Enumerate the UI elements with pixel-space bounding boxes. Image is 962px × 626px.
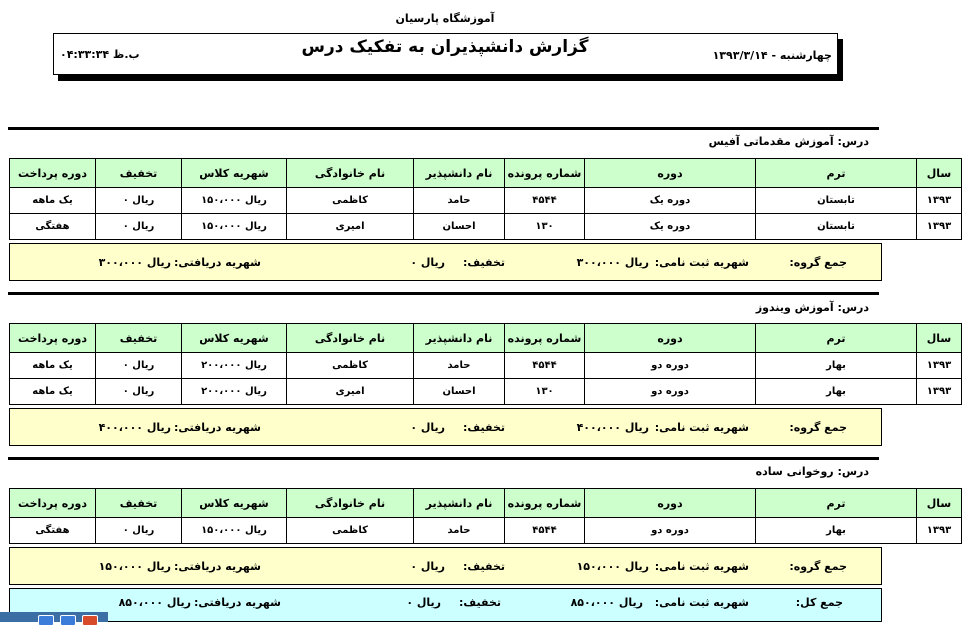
column-header: سال <box>917 159 962 188</box>
table-cell: بهار <box>756 353 917 379</box>
course-title: درس: آموزش ویندوز <box>755 301 869 314</box>
received-fee-label: شهریه دریافتی: <box>173 560 261 573</box>
column-header: ترم <box>756 489 917 518</box>
column-header: شماره پرونده <box>505 159 585 188</box>
table-cell: ۱۳۰ <box>505 379 585 405</box>
column-header: نام خانوادگی <box>287 324 414 353</box>
table-row <box>10 353 962 379</box>
table-cell: تابستان <box>756 188 917 214</box>
report-time: ۰۴:۳۳:۳۴ ب.ظ <box>60 48 140 61</box>
column-header: دوره <box>585 489 756 518</box>
registered-fee-label: شهریه ثبت نامی: <box>654 596 749 609</box>
column-header: شهریه کلاس <box>182 489 287 518</box>
discount-label: تخفیف: <box>463 560 505 573</box>
column-header: شهریه کلاس <box>182 159 287 188</box>
table-cell: بهار <box>756 379 917 405</box>
registered-fee-value: ریال ۴۰۰،۰۰۰ <box>576 421 649 434</box>
column-header: دوره <box>585 159 756 188</box>
table-cell: حامد <box>414 353 505 379</box>
table-cell: ریال ۲۰۰،۰۰۰ <box>182 379 287 405</box>
table-cell: بهار <box>756 518 917 544</box>
column-header: سال <box>917 489 962 518</box>
table-row <box>10 379 962 405</box>
group-total-label: جمع گروه: <box>789 560 847 573</box>
course-table <box>9 158 962 240</box>
table-cell: دوره دو <box>585 518 756 544</box>
table-cell: ریال ۱۵۰،۰۰۰ <box>182 214 287 240</box>
registered-fee-value: ریال ۱۵۰،۰۰۰ <box>576 560 649 573</box>
course-table <box>9 323 962 405</box>
table-cell: احسان <box>414 379 505 405</box>
table-cell: دوره یک <box>585 214 756 240</box>
table-row <box>10 518 962 544</box>
table-cell: ریال ۰ <box>96 188 182 214</box>
close-icon[interactable] <box>82 615 98 626</box>
discount-value: ریال ۰ <box>410 256 445 269</box>
table-cell: یک ماهه <box>10 353 96 379</box>
table-cell: امیری <box>287 379 414 405</box>
table-header-row <box>10 159 962 188</box>
registered-fee-label: شهریه ثبت نامی: <box>654 421 749 434</box>
table-header-row <box>10 324 962 353</box>
table-cell: ۱۳۹۳ <box>917 214 962 240</box>
table-cell: تابستان <box>756 214 917 240</box>
column-header: نام خانوادگی <box>287 159 414 188</box>
received-fee-value: ریال ۸۵۰،۰۰۰ <box>118 596 191 609</box>
table-cell: یک ماهه <box>10 188 96 214</box>
course-title: درس: روخوانی ساده <box>755 465 869 478</box>
course-table <box>9 488 962 544</box>
discount-label: تخفیف: <box>463 256 505 269</box>
table-header-row <box>10 489 962 518</box>
table-cell: هفتگی <box>10 518 96 544</box>
column-header: شهریه کلاس <box>182 324 287 353</box>
registered-fee-value: ریال ۳۰۰،۰۰۰ <box>576 256 649 269</box>
table-row <box>10 188 962 214</box>
table-cell: هفتگی <box>10 214 96 240</box>
institute-name: آموزشگاه پارسیان <box>395 12 495 25</box>
table-cell: ۱۳۹۳ <box>917 379 962 405</box>
received-fee-value: ریال ۱۵۰،۰۰۰ <box>98 560 171 573</box>
received-fee-value: ریال ۳۰۰،۰۰۰ <box>98 256 171 269</box>
table-cell: ریال ۰ <box>96 214 182 240</box>
grand-total-summary <box>9 588 882 622</box>
column-header: دوره پرداخت <box>10 324 96 353</box>
table-cell: ریال ۱۵۰،۰۰۰ <box>182 188 287 214</box>
discount-value: ریال ۰ <box>410 560 445 573</box>
group-summary <box>9 408 882 446</box>
table-cell: کاظمی <box>287 353 414 379</box>
table-cell: حامد <box>414 518 505 544</box>
column-header: دوره پرداخت <box>10 489 96 518</box>
table-cell: حامد <box>414 188 505 214</box>
group-summary <box>9 547 882 585</box>
column-header: تخفیف <box>96 159 182 188</box>
table-cell: ریال ۰ <box>96 379 182 405</box>
column-header: تخفیف <box>96 489 182 518</box>
column-header: دوره پرداخت <box>10 159 96 188</box>
table-cell: ریال ۲۰۰،۰۰۰ <box>182 353 287 379</box>
table-cell: ۴۵۴۴ <box>505 188 585 214</box>
restore-icon[interactable] <box>38 615 54 626</box>
registered-fee-label: شهریه ثبت نامی: <box>654 560 749 573</box>
table-cell: ریال ۱۵۰،۰۰۰ <box>182 518 287 544</box>
discount-label: تخفیف: <box>463 421 505 434</box>
column-header: ترم <box>756 159 917 188</box>
course-title: درس: آموزش مقدماتی آفیس <box>708 135 869 148</box>
group-summary <box>9 243 882 281</box>
discount-value: ریال ۰ <box>410 421 445 434</box>
column-header: سال <box>917 324 962 353</box>
received-fee-value: ریال ۴۰۰،۰۰۰ <box>98 421 171 434</box>
grand-total-label: جمع کل: <box>795 596 843 609</box>
received-fee-label: شهریه دریافتی: <box>173 421 261 434</box>
table-cell: ۱۳۹۳ <box>917 353 962 379</box>
group-divider <box>8 292 879 295</box>
column-header: نام دانشپذیر <box>414 324 505 353</box>
column-header: نام دانشپذیر <box>414 489 505 518</box>
column-header: تخفیف <box>96 324 182 353</box>
table-cell: ریال ۰ <box>96 518 182 544</box>
discount-value: ریال ۰ <box>406 596 441 609</box>
column-header: شماره پرونده <box>505 324 585 353</box>
table-cell: کاظمی <box>287 518 414 544</box>
table-cell: دوره یک <box>585 188 756 214</box>
window-icon[interactable] <box>60 615 76 626</box>
table-cell: ریال ۰ <box>96 353 182 379</box>
group-total-label: جمع گروه: <box>789 256 847 269</box>
received-fee-label: شهریه دریافتی: <box>173 256 261 269</box>
column-header: شماره پرونده <box>505 489 585 518</box>
group-divider <box>8 127 879 130</box>
column-header: نام دانشپذیر <box>414 159 505 188</box>
table-cell: یک ماهه <box>10 379 96 405</box>
registered-fee-value: ریال ۸۵۰،۰۰۰ <box>570 596 643 609</box>
column-header: نام خانوادگی <box>287 489 414 518</box>
table-cell: ۴۵۴۴ <box>505 518 585 544</box>
table-cell: کاظمی <box>287 188 414 214</box>
table-cell: ۴۵۴۴ <box>505 353 585 379</box>
report-date: چهارشنبه - ۱۳۹۳/۳/۱۴ <box>712 49 832 62</box>
column-header: دوره <box>585 324 756 353</box>
table-cell: امیری <box>287 214 414 240</box>
table-row <box>10 214 962 240</box>
table-cell: دوره دو <box>585 379 756 405</box>
discount-label: تخفیف: <box>459 596 501 609</box>
table-cell: احسان <box>414 214 505 240</box>
table-cell: ۱۳۹۳ <box>917 518 962 544</box>
column-header: ترم <box>756 324 917 353</box>
group-divider <box>8 457 879 460</box>
table-cell: دوره دو <box>585 353 756 379</box>
table-cell: ۱۳۰ <box>505 214 585 240</box>
group-total-label: جمع گروه: <box>789 421 847 434</box>
received-fee-label: شهریه دریافتی: <box>193 596 281 609</box>
report-title: گزارش دانشپذیران به تفکیک درس <box>301 37 589 57</box>
table-cell: ۱۳۹۳ <box>917 188 962 214</box>
registered-fee-label: شهریه ثبت نامی: <box>654 256 749 269</box>
